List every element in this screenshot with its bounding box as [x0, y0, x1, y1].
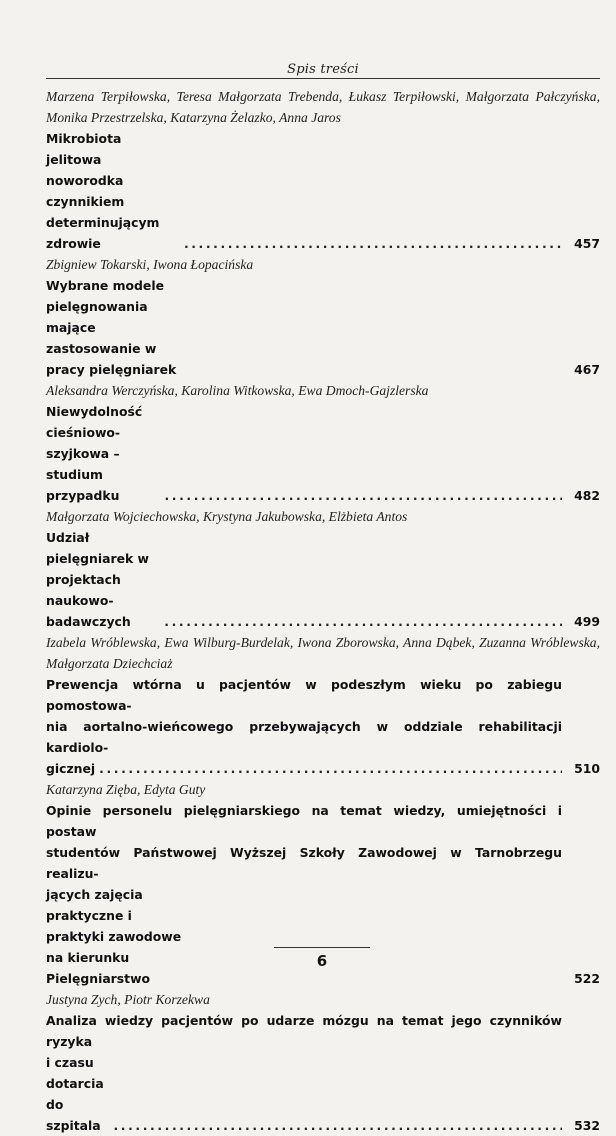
entry-page-number: 467	[574, 362, 600, 377]
entry-title-row[interactable]	[46, 758, 600, 779]
toc-entry	[46, 380, 600, 506]
entry-title: jących zajęcia praktyczne i praktyki zawodowe na kierunku Pielęgniarstwo	[46, 887, 182, 986]
entry-authors: Aleksandra Werczyńska, Karolina Witkowska, Ewa Dmoch-Gajzlerska	[46, 383, 429, 398]
running-header	[46, 58, 600, 77]
running-header-title: Spis treści	[287, 62, 359, 77]
entry-title: Mikrobiota jelitowa noworodka czynnikiem determinującym zdrowie	[46, 131, 160, 251]
entry-title-row[interactable]	[46, 527, 600, 632]
entry-title-line[interactable]: nia aortalno-wieńcowego przebywających w oddziale rehabilitacji kardiolo-	[46, 719, 562, 755]
toc-entry	[46, 989, 600, 1136]
entry-authors: Zbigniew Tokarski, Iwona Łopacińska	[46, 257, 254, 272]
entry-title-row[interactable]	[46, 884, 600, 989]
toc-entry	[46, 632, 600, 779]
dot-leader	[161, 485, 563, 506]
entry-title-row[interactable]	[46, 1052, 600, 1136]
entry-authors: Małgorzata Wojciechowska, Krystyna Jakubowska, Elżbieta Antos	[46, 509, 408, 524]
dot-leader	[109, 1115, 562, 1136]
dot-leader	[95, 758, 562, 779]
entry-title: Wybrane modele pielęgnowania mające zastosowanie w pracy pielęgniarek	[46, 278, 177, 377]
entry-title-line[interactable]: studentów Państwowej Wyższej Szkoły Zawodowej w Tarnobrzegu realizu-	[46, 845, 562, 881]
toc-entry	[46, 254, 600, 380]
footer-page-number: 6	[316, 952, 328, 970]
entry-title-line[interactable]: Analiza wiedzy pacjentów po udarze mózgu na temat jego czynników ryzyka	[46, 1013, 562, 1049]
entry-page-number: 457	[574, 236, 600, 251]
toc-entry	[46, 86, 600, 254]
entry-title-line[interactable]: Opinie personelu pielęgniarskiego na temat wiedzy, umiejętności i postaw	[46, 803, 562, 839]
entry-authors: Justyna Zych, Piotr Korzekwa	[46, 992, 210, 1007]
entry-authors: Izabela Wróblewska, Ewa Wilburg-Burdelak, Iwona Zborowska, Anna Dąbek, Zuzanna Wróblewska, Małgorzata Dziechciaż	[46, 635, 600, 671]
entry-authors: Katarzyna Zięba, Edyta Guty	[46, 782, 206, 797]
entry-title-row[interactable]	[46, 128, 600, 254]
entry-page-number: 522	[574, 971, 600, 986]
entry-authors: Marzena Terpiłowska, Teresa Małgorzata Trebenda, Łukasz Terpiłowski, Małgorzata Pałczyńska, Monika Przestrzelska, Katarzyna Żelazko, Anna Jaros	[46, 89, 600, 125]
entry-title: Niewydolność cieśniowo-szyjkowa – studium przypadku	[46, 404, 143, 503]
header-rule	[46, 78, 600, 79]
entry-page-number: 499	[574, 614, 600, 629]
footer-rule	[274, 947, 370, 948]
entry-title-row[interactable]	[46, 275, 600, 380]
entry-title: Udział pielęgniarek w projektach naukowo-badawczych	[46, 530, 149, 629]
entry-page-number: 532	[574, 1118, 600, 1133]
dot-leader	[160, 611, 562, 632]
dot-leader	[180, 233, 562, 254]
entry-page-number: 482	[574, 488, 600, 503]
entry-title-row[interactable]	[46, 401, 600, 506]
entry-title: i czasu dotarcia do szpitala	[46, 1055, 104, 1133]
toc-entry	[46, 506, 600, 632]
entry-page-number: 510	[574, 761, 600, 776]
table-of-contents	[46, 86, 600, 1136]
entry-title: gicznej	[46, 761, 96, 776]
entry-title-line[interactable]: Prewencja wtórna u pacjentów w podeszłym wieku po zabiegu pomostowa-	[46, 677, 562, 713]
